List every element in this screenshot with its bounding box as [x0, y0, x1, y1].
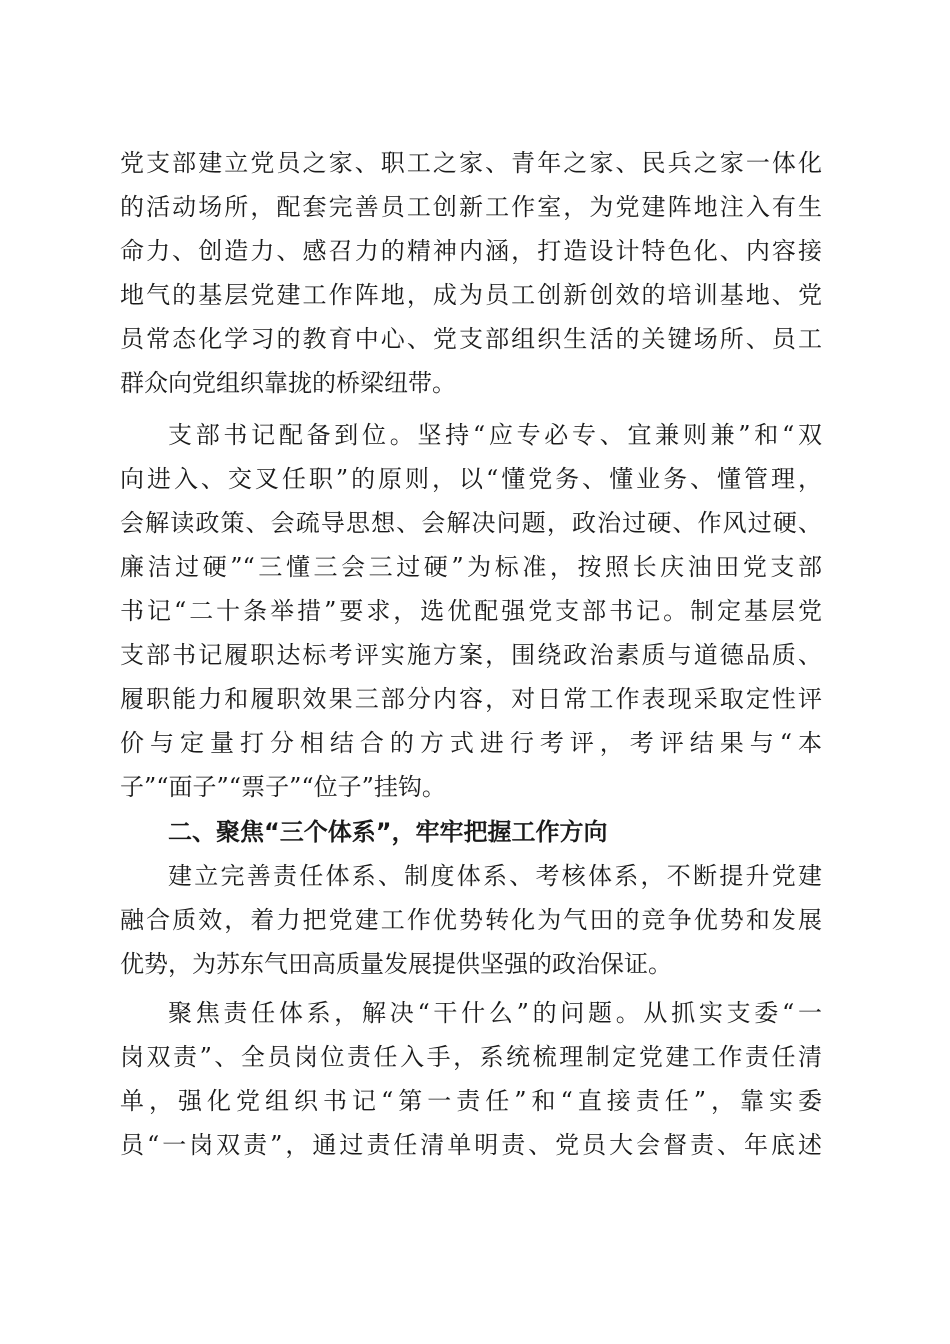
paragraph-line: 书记“二十条举措”要求，选优配强党支部书记。制定基层党	[120, 597, 822, 625]
paragraph-line: 单，强化党组织书记“第一责任”和“直接责任”，靠实委	[120, 1087, 822, 1115]
paragraph-line: 地气的基层党建工作阵地，成为员工创新创效的培训基地、党	[120, 281, 822, 309]
paragraph-line: 支部书记履职达标考评实施方案，围绕政治素质与道德品质、	[120, 641, 822, 669]
paragraph-line: 员常态化学习的教育中心、党支部组织生活的关键场所、员工	[120, 325, 822, 353]
paragraph-line: 融合质效，着力把党建工作优势转化为气田的竞争优势和发展	[120, 906, 822, 934]
paragraph-line: 的活动场所，配套完善员工创新工作室，为党建阵地注入有生	[120, 193, 822, 221]
paragraph-line: 履职能力和履职效果三部分内容，对日常工作表现采取定性评	[120, 685, 822, 713]
paragraph-line: 群众向党组织靠拢的桥梁纽带。	[120, 369, 456, 397]
paragraph-line: 廉洁过硬”“三懂三会三过硬”为标准，按照长庆油田党支部	[120, 553, 822, 581]
paragraph-line: 建立完善责任体系、制度体系、考核体系，不断提升党建	[168, 862, 822, 890]
paragraph-line: 支部书记配备到位。坚持“应专必专、宜兼则兼”和“双	[168, 421, 822, 449]
paragraph-line: 会解读政策、会疏导思想、会解决问题，政治过硬、作风过硬、	[120, 509, 822, 537]
paragraph-line: 向进入、交叉任职”的原则，以“懂党务、懂业务、懂管理，	[120, 465, 822, 493]
paragraph-line: 子”“面子”“票子”“位子”挂钩。	[120, 773, 446, 801]
paragraph-line: 岗双责”、全员岗位责任入手，系统梳理制定党建工作责任清	[120, 1043, 822, 1071]
paragraph-line: 价与定量打分相结合的方式进行考评，考评结果与“本	[120, 729, 822, 757]
paragraph-line: 命力、创造力、感召力的精神内涵，打造设计特色化、内容接	[120, 237, 822, 265]
paragraph-line: 员“一岗双责”，通过责任清单明责、党员大会督责、年底述	[120, 1131, 822, 1159]
paragraph-line: 聚焦责任体系，解决“干什么”的问题。从抓实支委“一	[168, 999, 822, 1027]
section-heading: 二、聚焦“三个体系”，牢牢把握工作方向	[168, 818, 608, 846]
paragraph-line: 优势，为苏东气田高质量发展提供坚强的政治保证。	[120, 950, 672, 978]
paragraph-line: 党支部建立党员之家、职工之家、青年之家、民兵之家一体化	[120, 149, 822, 177]
